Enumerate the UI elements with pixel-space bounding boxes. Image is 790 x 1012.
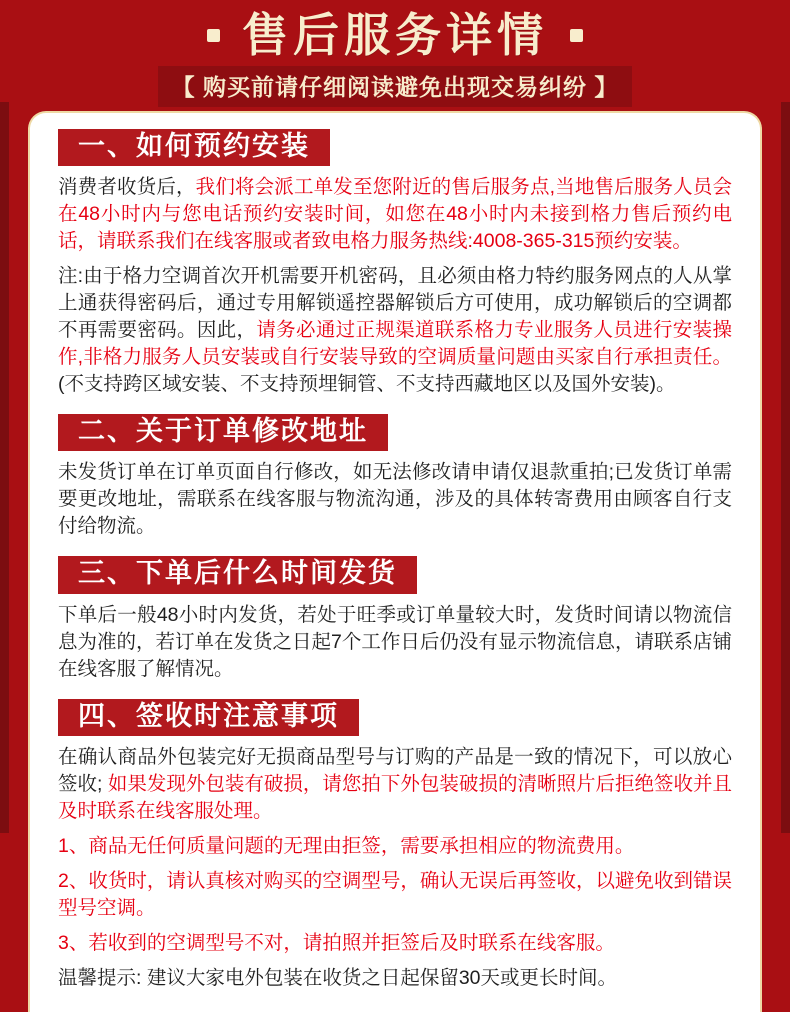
text-run-red: 请务必通过正规渠道联系格力专业服务人员进行安装操作,非格力服务人员安装或自行安装导致的空调质量问题由买家自行承担责任。 (58, 318, 732, 368)
page-subtitle: 【 购买前请仔细阅读避免出现交易纠纷 】 (158, 66, 633, 107)
text-run-black: 在确认商品外包装完好无损商品型号与订购的产品是一致的情况下，可以放心签收; (58, 745, 732, 795)
text-run-black: 下单后一般48小时内发货，若处于旺季或订单量较大时，发货时间请以物流信息为准的，若订单在发货之日起7个工作日后仍没有显示物流信息，请联系店铺在线客服了解情况。 (58, 603, 732, 680)
paragraph (58, 744, 732, 825)
text-run-black: 未发货订单在订单页面自行修改，如无法修改请申请仅退款重拍;已发货订单需要更改地址，需联系在线客服与物流沟通，涉及的具体转寄费用由顾客自行支付给物流。 (58, 461, 732, 538)
page-title (0, 10, 790, 61)
paragraph (58, 868, 732, 922)
paragraph (58, 174, 732, 255)
paragraph (58, 459, 732, 540)
section-heading-badge: 三、下单后什么时间发货 (58, 556, 417, 593)
subtitle-row (0, 61, 790, 107)
section-heading-badge: 一、如何预约安装 (58, 129, 330, 166)
content-panel (28, 111, 762, 1012)
section-1 (58, 129, 732, 398)
title-dot-icon (570, 29, 583, 42)
section-2 (58, 414, 732, 540)
section-3 (58, 556, 732, 682)
text-run-red: 2、收货时，请认真核对购买的空调型号，确认无误后再签收，以避免收到错误型号空调。 (58, 869, 732, 919)
section-heading-badge: 四、签收时注意事项 (58, 699, 359, 736)
text-run-red: 1、商品无任何质量问题的无理由拒签，需要承担相应的物流费用。 (58, 834, 635, 857)
paragraph (58, 930, 732, 957)
paragraph (58, 263, 732, 398)
text-run-red: 如果发现外包装有破损，请您拍下外包装破损的清晰照片后拒绝签收并且及时联系在线客服处理。 (58, 772, 732, 822)
text-run-black: (不支持跨区域安装、不支持预埋铜管、不支持西藏地区以及国外安装)。 (58, 372, 676, 395)
page-title-text: 售后服务详情 (242, 9, 548, 61)
section-4 (58, 699, 732, 992)
sections-container (58, 129, 732, 992)
title-dot-icon (207, 29, 220, 42)
paragraph (58, 602, 732, 683)
text-run-black: 注:由于格力空调首次开机需要开机密码，且必须由格力特约服务网点的人从掌上通获得密码后，通过专用解锁遥控器解锁后方可使用，成功解锁后的空调都不再需要密码。因此， (58, 264, 732, 341)
text-run-black: 消费者收货后， (58, 175, 196, 198)
text-run-red: 我们将会派工单发至您附近的售后服务点,当地售后服务人员会在48小时内与您电话预约安装时间，如您在48小时内未接到格力售后预约电话，请联系我们在线客服或者致电格力服务热线:4008-365-315预约安装。 (58, 175, 732, 252)
paragraph (58, 965, 732, 992)
section-heading-badge: 二、关于订单修改地址 (58, 414, 388, 451)
page-header (0, 0, 790, 107)
left-edge-shade (0, 102, 9, 833)
text-run-black: 温馨提示: 建议大家电外包装在收货之日起保留30天或更长时间。 (58, 966, 618, 989)
paragraph (58, 833, 732, 860)
text-run-red: 3、若收到的空调型号不对，请拍照并拒签后及时联系在线客服。 (58, 931, 615, 954)
right-edge-shade (781, 102, 790, 833)
